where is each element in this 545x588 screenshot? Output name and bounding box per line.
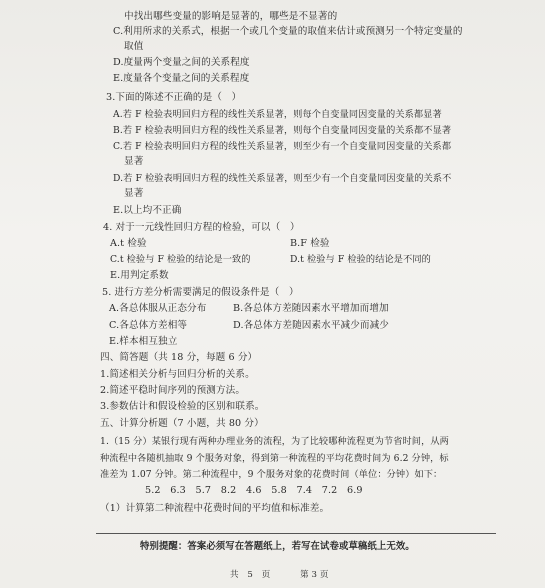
option-d: D.若 F 检验表明回归方程的线性关系显著，则至少有一个自变量同因变量的关系不 [113, 173, 452, 184]
option-e: E.度量各个变量之间的关系程度 [113, 73, 250, 84]
data-values: 5.2 6.3 5.7 8.2 4.6 5.8 7.4 7.2 6.9 [145, 485, 363, 496]
option-d: D.各总体方差随因素水平减少而减少 [233, 320, 390, 331]
short-answer-2: 2.简述平稳时间序列的预测方法。 [100, 385, 246, 396]
option-d: D.t 检验与 F 检验的结论是不同的 [290, 254, 431, 265]
option-e: E.用判定系数 [110, 270, 169, 281]
section-heading: 五、计算分析题（7 小题，共 80 分） [100, 418, 264, 429]
problem-text: 种流程中各随机抽取 9 个服务对象，得到第一种流程的平均花费时间为 6.2 分钟，标 [100, 453, 449, 464]
option-a: A.各总体服从正态分布 [109, 303, 207, 314]
problem-1: 1.（15 分）某银行现有两种办理业务的流程，为了比较哪种流程更为节省时间，从两 [100, 436, 449, 447]
text-line: 显著 [124, 188, 144, 199]
page-total: 共 5 页 [230, 570, 271, 580]
option-a: A.t 检验 [110, 238, 147, 249]
special-notice: 特别提醒：答案必须写在答题纸上，若写在试卷或草稿纸上无效。 [140, 541, 415, 552]
short-answer-3: 3.参数估计和假设检验的区别和联系。 [100, 401, 265, 412]
page-number: 第 3 页 [300, 570, 329, 580]
option-b: B.各总体方差随因素水平增加而增加 [233, 303, 389, 314]
option-c: C.利用所求的关系式，根据一个或几个变量的取值来估计或预测另一个特定变量的 [113, 26, 463, 37]
section-heading: 四、简答题（共 18 分，每题 6 分） [100, 352, 258, 363]
option-a: A.若 F 检验表明回归方程的线性关系显著，则每个自变量同因变量的关系都显著 [113, 109, 442, 120]
text-line: 中找出哪些变量的影响是显著的，哪些是不显著的 [124, 11, 338, 22]
option-c: C.若 F 检验表明回归方程的线性关系显著，则至少有一个自变量同因变量的关系都 [113, 141, 452, 152]
question-5: 5. 进行方差分析需要满足的假设条件是（ ） [102, 287, 299, 298]
option-c: C.t 检验与 F 检验的结论是一致的 [110, 254, 251, 265]
option-c: C.各总体方差相等 [109, 320, 188, 331]
text-line: 显著 [124, 156, 144, 167]
option-b: B.F 检验 [290, 238, 330, 249]
divider [96, 533, 496, 534]
problem-text: 准差为 1.07 分钟。第二种流程中，9 个服务对象的花费时间（单位：分钟）如下： [100, 469, 443, 480]
option-d: D.度量两个变量之间的关系程度 [113, 57, 250, 68]
question-3: 3.下面的陈述不正确的是（ ） [106, 92, 242, 103]
short-answer-1: 1.简述相关分析与回归分析的关系。 [100, 369, 255, 380]
question-4: 4. 对于一元线性回归方程的检验，可以（ ） [103, 222, 300, 233]
text-line: 取值 [124, 41, 144, 52]
option-e: E.样本相互独立 [109, 336, 178, 347]
option-e: E.以上均不正确 [113, 205, 182, 216]
sub-question: （1）计算第二种流程中花费时间的平均值和标准差。 [100, 503, 330, 514]
option-b: B.若 F 检验表明回归方程的线性关系显著，则每个自变量同因变量的关系都不显著 [113, 125, 452, 136]
